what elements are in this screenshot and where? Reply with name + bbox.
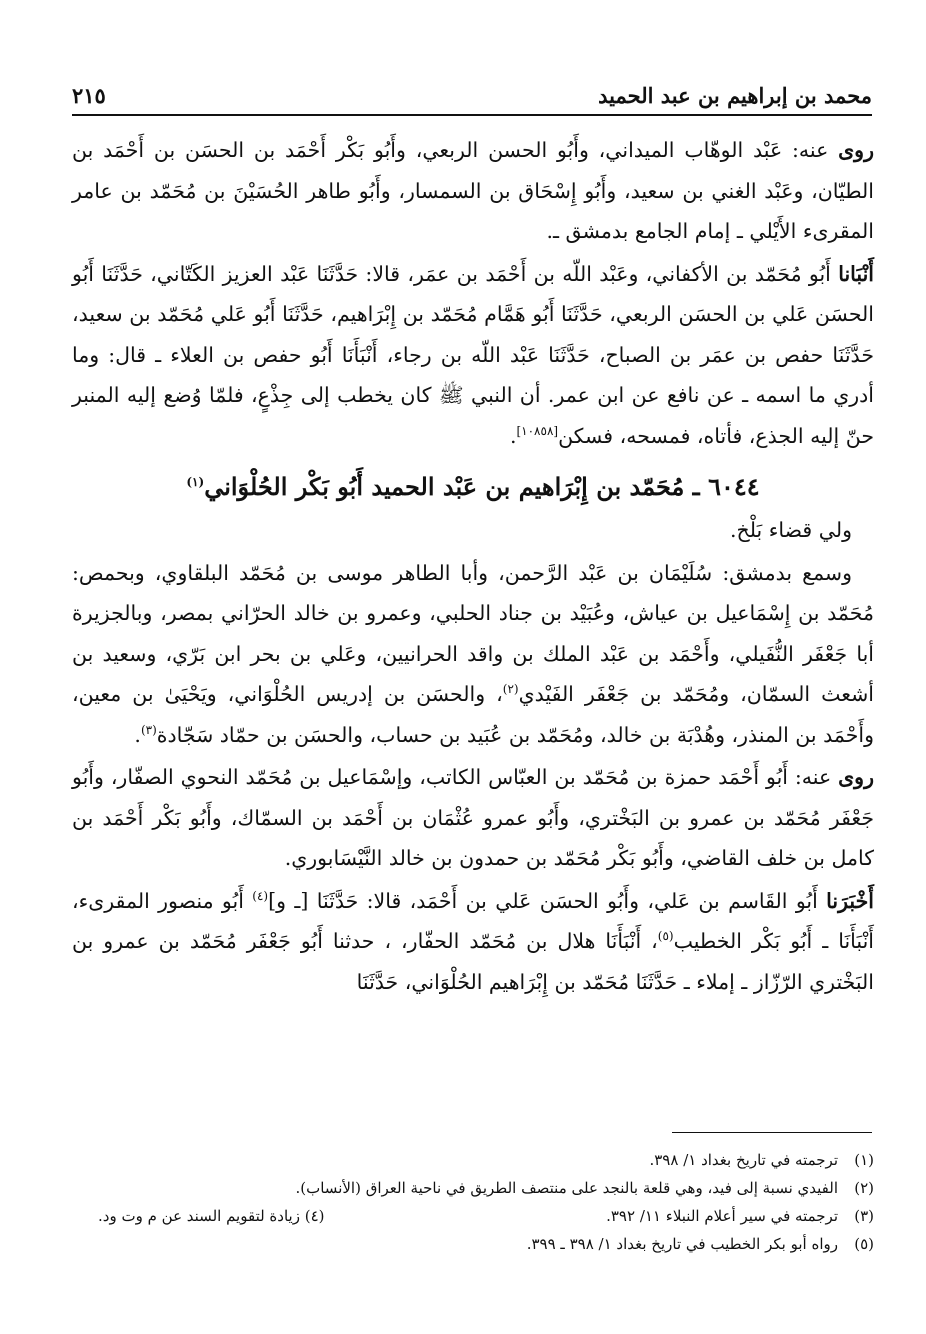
page-number: ٢١٥ — [72, 83, 106, 108]
paragraph-text: وسمع بدمشق: سُلَيْمَان بن عَبْد الرَّحمن، وأبا الطاهر موسى بن مُحَمّد البلقاوي، وبحمص: مُحَمّد بن إِسْمَاعيل بن عياش، وعُبَيْد بن جناد الحلبي، وعمرو بن خالد الحرّاني بمصر، وبالجزيرة أبا جَعْفَر النُّفَيلي، وأَحْمَد بن عَبْد الملك بن واقد الحرانيين، وعَلي بن بحر ابن بَرّي، وسعيد بن أشعث السمّان، ومُحَمّد بن جَعْفَر الفَيْدي — [72, 560, 874, 706]
footnote-number: (٥) — [854, 1235, 874, 1253]
footnote-text: ترجمته في سير أعلام النبلاء ١١/ ٣٩٢. — [606, 1207, 838, 1225]
footnote-divider — [672, 1132, 872, 1133]
footnote-number: (٣) — [854, 1207, 874, 1225]
lead-word: أَنْبَانا — [838, 261, 874, 286]
footnote-marker: (٥) — [657, 929, 674, 944]
paragraph-end: . — [134, 722, 141, 747]
running-title: محمد بن إبراهيم بن عبد الحميد — [598, 83, 872, 108]
footnote-inline — [98, 1202, 325, 1230]
paragraph-text: أَبُو القَاسم بن عَلي، وأَبُو الحسَن عَلي بن أَحْمَد، قالا: حَدَّثَنَا [ـ و] — [268, 888, 827, 913]
paragraph-end: . — [509, 423, 517, 448]
paragraph-text: أَبُو منصور المقرىء، أَنْبَأَنَا ـ أَبُو بَكْر الخطيب — [72, 888, 874, 953]
footnote-marker: (٤) — [252, 888, 269, 903]
lead-word: روى — [838, 138, 874, 162]
paragraph-hadith — [72, 254, 874, 457]
footnote-text: الفيدي نسبة إلى فيد، وهي قلعة بالنجد على منتصف الطريق في ناحية العراق (الأنساب). — [295, 1179, 838, 1197]
hadith-reference: [١٠٨٥٨] — [516, 423, 559, 438]
footnote-number: (١) — [854, 1151, 874, 1169]
paragraph-narrators — [72, 130, 874, 252]
paragraph-text: عنه: أَبُو أَحْمَد حمزة بن مُحَمّد بن العبّاس الكاتب، وإسْمَاعيل بن مُحَمّد النحوي الصفّار، وأَبُو جَعْفَر مُحَمّد بن عمرو بن البَخْتري، وأَبُو عمرو عُثْمَان بن أَحْمَد بن السمّاك، وأَبُو بَكْر أَحْمَد بن كامل بن خلف القاضي، وأَبُو بَكْر مُحَمّد بن حمدون بن خالد النَّيْسَابوري. — [72, 765, 874, 870]
lead-word: روى — [838, 765, 874, 789]
main-text — [72, 130, 874, 1004]
footnote — [72, 1230, 874, 1258]
footnote-marker: (٢) — [502, 682, 519, 697]
paragraph-teachers — [72, 553, 874, 756]
footnote — [72, 1146, 874, 1174]
paragraph-isnad — [72, 881, 874, 1003]
footnote — [72, 1174, 874, 1202]
entry-heading — [72, 464, 874, 510]
entry-title: ٦٠٤٤ ـ مُحَمّد بن إِبْرَاهيم بن عَبْد الحميد أَبُو بَكْر الحُلْوَاني — [204, 472, 760, 501]
footnote-text: رواه أبو بكر الخطيب في تاريخ بغداد ١/ ٣٩٨ ـ ٣٩٩. — [526, 1235, 838, 1253]
paragraph-text: ، أَنْبَأَنَا هلال بن مُحَمّد الحفّار، ، حدثنا أَبُو جَعْفَر مُحَمّد بن عمرو بن البَخْتري الرّزّاز ـ إملاء ـ حَدَّثَنَا مُحَمّد بن إِبْرَاهيم الحُلْوَاني، حَدَّثَنَا — [72, 929, 874, 994]
footnotes — [72, 1146, 874, 1258]
page-header — [72, 64, 872, 116]
paragraph-text: عنه: عَبْد الوهّاب الميداني، وأَبُو الحسن الربعي، وأَبُو بَكْر أَحْمَد بن الحسَن بن أَحْمَد بن الطيّان، وعَبْد الغني بن سعيد، وأَبُو إِسْحَاق بن السمسار، وأَبُو طاهر الحُسَيْنَ بن مُحَمّد بن عامر المقرىء الأَيْلي ـ إمام الجامع بدمشق ـ. — [72, 138, 874, 243]
footnote-number: (٢) — [854, 1179, 874, 1197]
footnote-text: زيادة لتقويم السند عن م وت ود. — [98, 1207, 300, 1225]
footnote-text: ترجمته في تاريخ بغداد ١/ ٣٩٨. — [649, 1151, 838, 1169]
footnote — [72, 1202, 874, 1230]
lead-word: أَخْبَرَنا — [826, 888, 874, 913]
paragraph-students — [72, 757, 874, 879]
footnote-marker: (١) — [186, 475, 205, 489]
paragraph-text: ، والحسَن بن إدريس الحُلْوَاني، ويَحْيَىٰ بن معين، وأَحْمَد بن المنذر، وهُدْبَة بن خالد، ومُحَمّد بن عُبَيد بن حساب، والحسَن بن حمّاد سَجّادة — [72, 682, 874, 747]
footnote-marker: (٣) — [140, 722, 157, 737]
paragraph-text: أَبُو مُحَمّد بن الأكفاني، وعَبْد اللّه بن أَحْمَد بن عمَر، قالا: حَدَّثَنَا عَبْد العزيز الكَتّاني، حَدَّثَنَا أَبُو الحسَن عَلي بن الحسَن الربعي، حَدَّثَنَا أَبُو هَمَّام مُحَمّد بن إِبْرَاهيم، حَدَّثَنَا أَبُو عَلي مُحَمّد بن سعيد، حَدَّثَنَا حفص بن عمَر بن الصباح، حَدَّثَنَا عَبْد اللّه بن رجاء، أَنْبَأَنَا أَبُو حفص بن العلاء ـ قال: وما أدري ما اسمه ـ عن نافع عن ابن عمر. أن النبي ﷺ كان يخطب إلى جِذْعٍ، فلمّا وُضع إليه المنبر حنّ إليه الجذع، فأتاه، فمسحه، فسكن — [72, 261, 874, 448]
entry-line: ولي قضاء بَلْخ. — [730, 518, 852, 542]
footnote-number: (٤) — [304, 1207, 325, 1225]
footnote-row — [98, 1202, 838, 1230]
